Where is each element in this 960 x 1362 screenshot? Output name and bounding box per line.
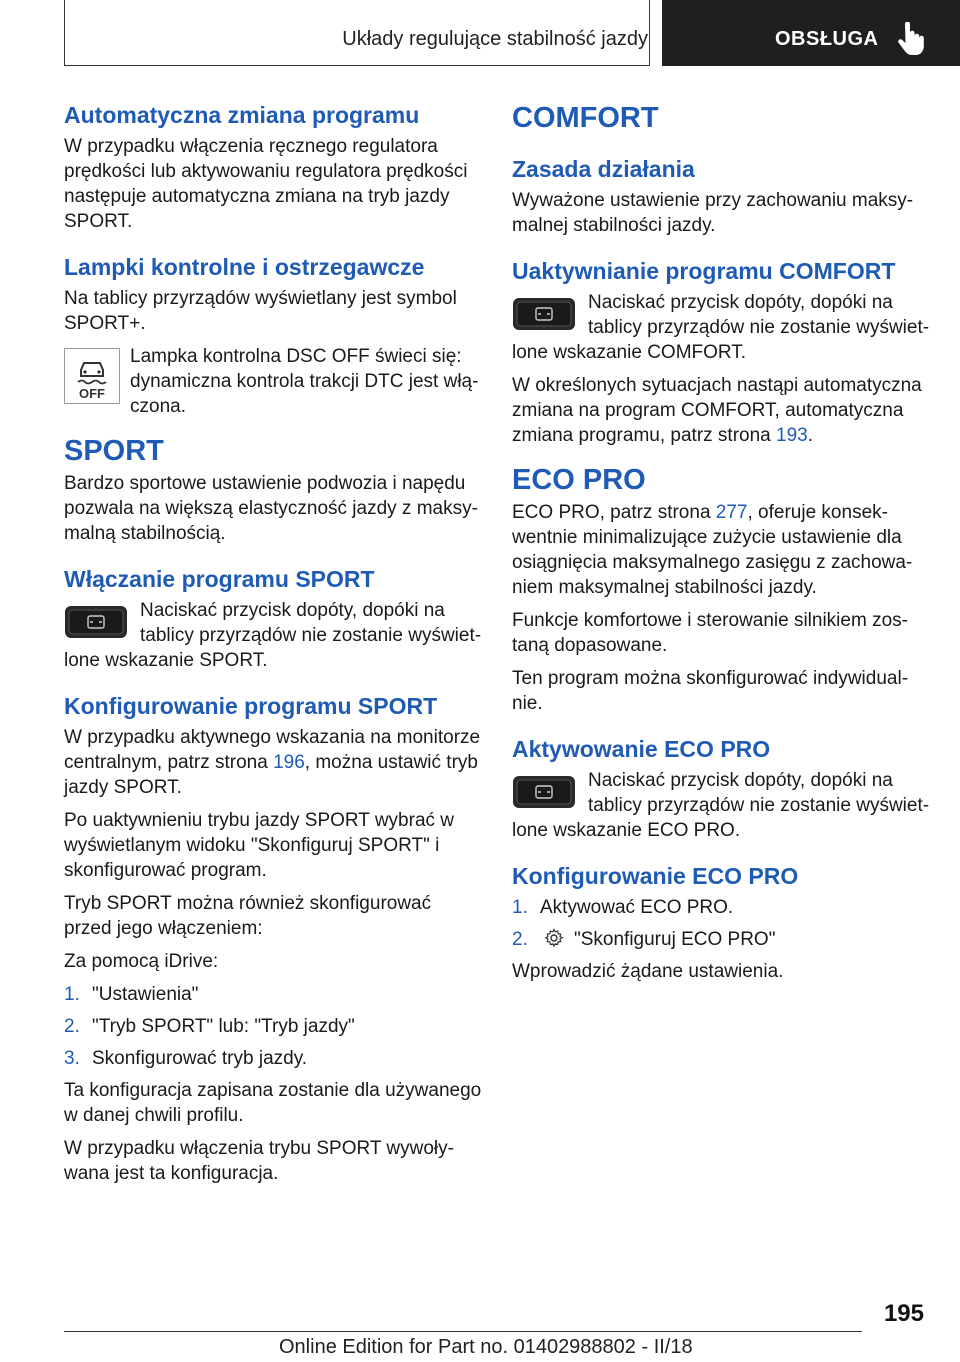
paragraph-sport-config-3: Tryb SPORT można również skonfigurować przed jego włączeniem: (64, 893, 432, 939)
step-text: "Skonfiguruj ECO PRO" (574, 929, 776, 950)
text: ECO PRO, patrz strona (512, 502, 716, 523)
heading-eco-pro: ECO PRO (512, 464, 646, 496)
heading-warning-lamps: Lampki kontrolne i ostrzegawcze (64, 254, 425, 280)
paragraph-comfort-auto (512, 373, 930, 448)
step-text: Aktywować ECO PRO. (540, 897, 734, 918)
list-item (64, 1046, 482, 1071)
page-link-193[interactable]: 193 (776, 425, 808, 446)
list-item (64, 982, 482, 1007)
eco-activation-block (512, 768, 930, 843)
heading-auto-program-change: Automatyczna zmiana programu (64, 102, 420, 128)
sport-config-steps (64, 982, 482, 1071)
sport-activation-block (64, 598, 482, 673)
footer-divider (64, 1331, 862, 1332)
step-number: 3. (64, 1048, 80, 1069)
list-item (64, 1014, 482, 1039)
paragraph-sport-config-2: Po uaktywnieniu trybu jazdy SPORT wybrać w wyświetlanym widoku "Skonfiguruj SPORT" i skonfigurować program. (64, 810, 455, 881)
step-text: "Tryb SPORT" lub: "Tryb jazdy" (92, 1016, 355, 1037)
footer-edition: Online Edition for Part no. 01402988802 - II/18 (279, 1336, 693, 1358)
heading-sport: SPORT (64, 435, 164, 467)
paragraph-sport-config-6: W przypadku włączenia trybu SPORT wywoły-wana jest ta konfiguracja. (64, 1138, 454, 1184)
paragraph-eco-3: Ten program można skonfigurować indywidual-nie. (512, 668, 909, 714)
eco-config-steps (512, 895, 930, 952)
paragraph-sport-config-5: Ta konfiguracja zapisana zostanie dla używanego w danej chwili profilu. (64, 1080, 482, 1126)
heading-comfort: COMFORT (512, 102, 659, 134)
paragraph-warning-lamps: Na tablicy przyrządów wyświetlany jest symbol SPORT+. (64, 288, 457, 334)
paragraph-eco-1 (512, 500, 930, 600)
header-title: Układy regulujące stabilność jazdy (342, 28, 648, 50)
step-number: 1. (512, 897, 528, 918)
paragraph-sport-activation: Naciskać przycisk dopóty, dopóki na tablicy przyrządów nie zostanie wyświet-lone wskazanie SPORT. (64, 600, 482, 671)
step-text: Skonfigurować tryb jazdy. (92, 1048, 308, 1069)
paragraph-sport-config-1 (64, 725, 482, 800)
page-link-196[interactable]: 196 (273, 752, 305, 773)
paragraph-eco-activation: Naciskać przycisk dopóty, dopóki na tablicy przyrządów nie zostanie wyświet-lone wskazanie ECO PRO. (512, 770, 930, 841)
paragraph-sport: Bardzo sportowe ustawienie podwozia i napędu pozwala na większą elastyczność jazdy z maksy-malną stabilnością. (64, 473, 478, 544)
gear-icon (544, 928, 564, 948)
paragraph-comfort-activation: Naciskać przycisk dopóty, dopóki na tablicy przyrządów nie zostanie wyświet-lone wskazanie COMFORT. (512, 292, 930, 363)
step-number: 2. (512, 929, 528, 950)
heading-principle: Zasada działania (512, 156, 695, 182)
section-tab (662, 0, 960, 66)
text: W przypadku aktywnego wskazania na monitorze centralnym, patrz strona (64, 727, 481, 773)
text: , można ustawić tryb jazdy SPORT. (64, 752, 478, 798)
step-text: "Ustawienia" (92, 984, 199, 1005)
heading-eco-config: Konfigurowanie ECO PRO (512, 863, 799, 889)
heading-eco-activation: Aktywowanie ECO PRO (512, 736, 771, 762)
list-item (512, 927, 930, 952)
paragraph-auto-program-change: W przypadku włączenia ręcznego regulatora prędkości lub aktywowaniu regulatora prędkości następuje automatyczna zmiana na tryb jazdy SPORT. (64, 136, 468, 232)
paragraph-eco-2: Funkcje komfortowe i sterowanie silnikiem zos-taną dopasowane. (512, 610, 908, 656)
comfort-activation-block (512, 290, 930, 365)
text: , oferuje konsek-wentnie minimalizujące zużycie ustawienie dla osiągnięcia maksymalnego zasięgu z zachowa-niem maksymalnej stabilności jazdy. (512, 502, 913, 598)
driving-mode-button-icon (512, 774, 576, 810)
pointing-hand-icon (896, 22, 926, 56)
heading-sport-activation: Włączanie programu SPORT (64, 566, 375, 592)
page-link-277[interactable]: 277 (715, 502, 748, 523)
section-label: OBSŁUGA (775, 28, 879, 50)
text: . (807, 425, 813, 446)
paragraph-dsc-lamp: Lampka kontrolna DSC OFF świeci się: dynamiczna kontrola trakcji DTC jest włą-czona. (130, 346, 479, 417)
left-column (64, 100, 482, 1194)
driving-mode-button-icon (64, 604, 128, 640)
list-item (512, 895, 930, 920)
step-number: 2. (64, 1016, 80, 1037)
page-number: 195 (883, 1300, 924, 1327)
driving-mode-button-icon (512, 296, 576, 332)
step-number: 1. (64, 984, 80, 1005)
page-header (0, 0, 960, 66)
step-content (540, 927, 775, 952)
heading-sport-config: Konfigurowanie programu SPORT (64, 693, 438, 719)
text: W określonych sytuacjach nastąpi automatyczna zmiana na program COMFORT, automatyczna zmiana programu, patrz strona (512, 375, 922, 446)
paragraph-principle: Wyważone ustawienie przy zachowaniu maksy-malnej stabilności jazdy. (512, 190, 914, 236)
dsc-lamp-block (64, 344, 482, 419)
paragraph-sport-config-4: Za pomocą iDrive: (64, 951, 219, 972)
dsc-off-icon-label: OFF (79, 386, 105, 401)
right-column (512, 100, 930, 992)
heading-comfort-activation: Uaktywnianie programu COMFORT (512, 258, 896, 284)
paragraph-eco-final: Wprowadzić żądane ustawienia. (512, 961, 784, 982)
dsc-off-icon (64, 348, 120, 404)
